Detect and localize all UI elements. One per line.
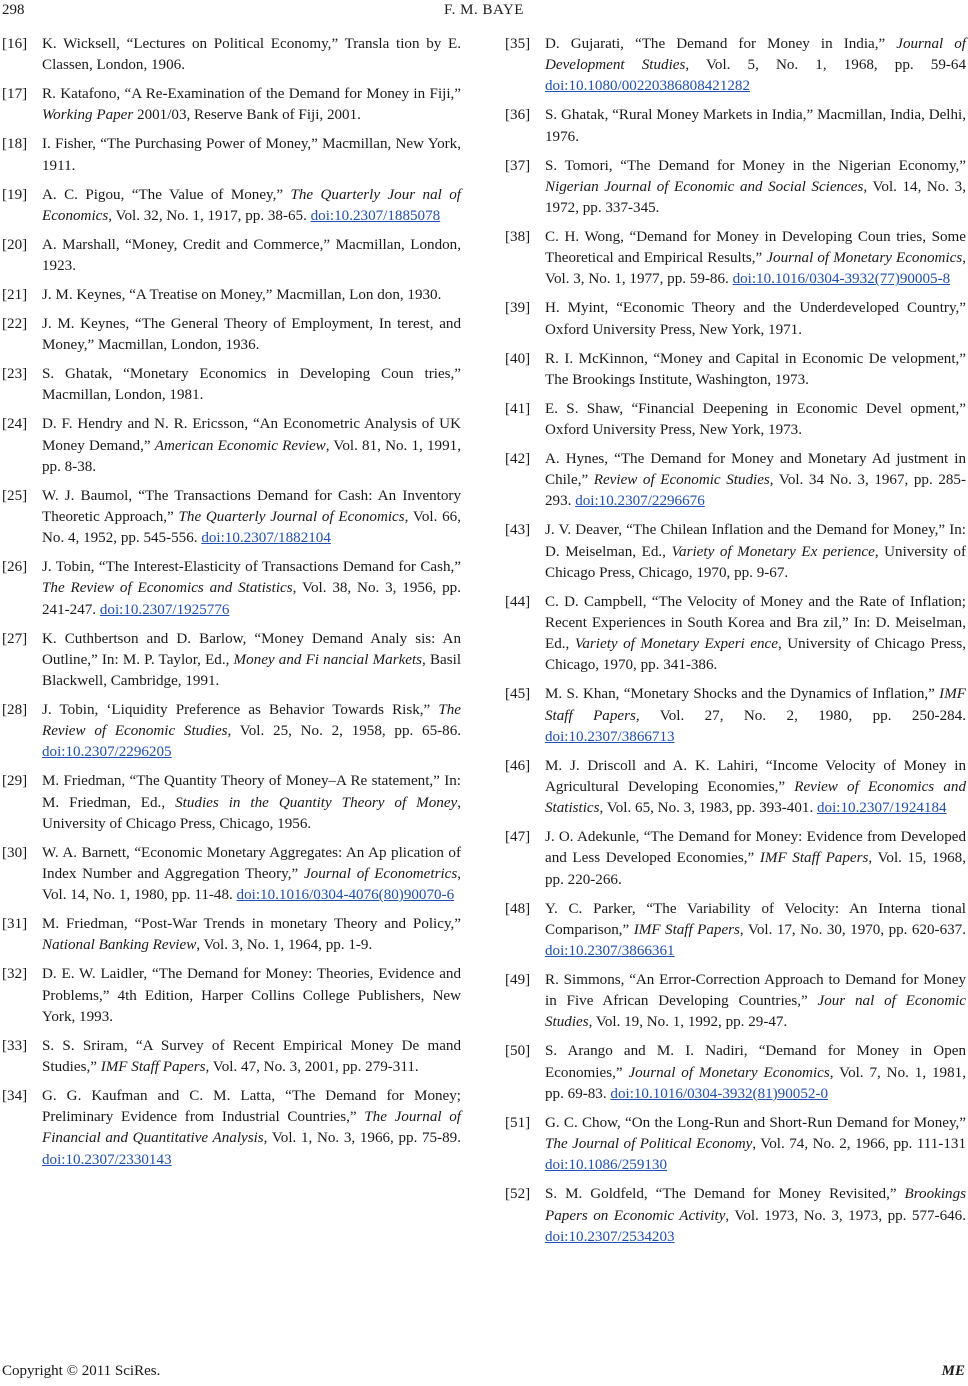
reference-segment: W. J. Baumol, “The Transactions Demand for Cash: An Inventory Theoretic Approach,” — [42, 487, 461, 526]
reference-segment: , Vol. 3, No. 1, 1977, pp. 59-86. — [545, 250, 966, 288]
reference-text — [545, 399, 966, 441]
reference-segment: Y. C. Parker, “The Variability of Velocity: An Interna tional Comparison,” — [545, 900, 966, 938]
reference-segment: , Vol. 7, No. 1, 1981, pp. 69-83. — [545, 1064, 966, 1102]
reference-number: [29] — [2, 773, 28, 790]
reference-item — [2, 285, 461, 306]
reference-text — [545, 156, 966, 220]
reference-segment: , Vol. 19, No. 1, 1992, pp. 29-47. — [588, 1014, 788, 1031]
page-footer — [0, 1363, 968, 1385]
reference-segment: J. O. Adekunle, “The Demand for Money: Evidence from Developed and Less Developed Economies,” — [545, 829, 966, 867]
reference-segment: , Vol. 27, No. 2, 1980, pp. 250-284. — [635, 707, 966, 724]
reference-source-title: Jour nal of Economic Studies — [545, 993, 966, 1031]
reference-segment: W. A. Barnett, “Economic Monetary Aggregates: An Ap plication of Index Number and Aggregation Theory,” — [42, 844, 461, 883]
reference-text — [545, 105, 966, 147]
reference-text — [545, 684, 966, 748]
reference-segment: , Vol. 14, No. 1, 1980, pp. 11-48. — [42, 866, 461, 904]
reference-source-title: The Review of Economics and Statistics — [42, 580, 293, 597]
reference-text — [545, 592, 966, 677]
reference-segment: K. Wicksell, “Lectures on Political Economy,” Transla tion by E. Classen, London, 1906. — [42, 36, 461, 74]
references-column-left — [2, 34, 461, 1179]
reference-segment: , Vol. 17, No. 30, 1970, pp. 620-637. — [739, 921, 966, 938]
reference-source-title: Brookings Papers on Economic Activity — [545, 1186, 966, 1224]
reference-item — [505, 34, 966, 98]
reference-item — [505, 827, 966, 891]
reference-segment: , Vol. 1973, No. 3, 1973, pp. 577-646. — [725, 1207, 966, 1224]
reference-segment: G. C. Chow, “On the Long-Run and Short-Run Demand for Money,” — [545, 1114, 966, 1131]
reference-number: [26] — [2, 559, 28, 576]
references-column-right — [505, 34, 966, 1256]
reference-segment: H. Myint, “Economic Theory and the Underdeveloped Country,” Oxford University Press, New York, 1971. — [545, 300, 966, 338]
reference-segment: , University of Chicago Press, Chicago, 1970, pp. 341-386. — [545, 636, 966, 674]
reference-number: [39] — [505, 300, 531, 317]
reference-item — [505, 756, 966, 820]
reference-segment: A. Marshall, “Money, Credit and Commerce,” Macmillan, London, 1923. — [42, 236, 461, 275]
reference-source-title: Variety of Monetary Experi ence — [574, 636, 778, 653]
doi-link[interactable]: doi:10.2307/1925776 — [99, 601, 230, 618]
reference-segment: C. H. Wong, “Demand for Money in Developing Coun tries, Some Theoretical and Empirical Results,” — [545, 229, 966, 267]
reference-number: [18] — [2, 136, 28, 153]
reference-item — [2, 843, 461, 907]
reference-segment: J. Tobin, “The Interest-Elasticity of Transactions Demand for Cash,” — [42, 559, 461, 576]
reference-source-title: Money and Fi nancial Markets — [233, 651, 423, 668]
reference-number: [36] — [505, 107, 531, 124]
reference-item — [505, 520, 966, 584]
reference-segment: J. M. Keynes, “A Treatise on Money,” Macmillan, Lon don, 1930. — [42, 287, 442, 304]
reference-source-title: IMF Staff Papers — [633, 921, 740, 938]
page-header — [0, 2, 968, 24]
reference-item — [505, 592, 966, 677]
reference-source-title: Journal of Development Studies — [545, 36, 967, 74]
reference-source-title: IMF Staff Papers — [100, 1059, 206, 1076]
reference-item — [2, 134, 461, 176]
reference-number: [20] — [2, 236, 28, 253]
reference-item — [2, 700, 461, 764]
doi-link[interactable]: doi:10.2307/1885078 — [310, 207, 441, 224]
reference-text — [42, 34, 461, 76]
reference-number: [33] — [2, 1037, 28, 1054]
reference-number: [49] — [505, 972, 531, 989]
reference-item — [2, 964, 461, 1028]
doi-link[interactable]: doi:10.1080/00220386808421282 — [545, 78, 751, 95]
reference-source-title: Journal of Econometrics — [303, 866, 458, 883]
reference-segment: A. C. Pigou, “The Value of Money,” — [42, 186, 291, 203]
reference-number: [21] — [2, 287, 28, 304]
reference-text — [545, 970, 966, 1034]
reference-segment: S. Tomori, “The Demand for Money in the Nigerian Economy,” — [545, 157, 966, 174]
reference-item — [505, 399, 966, 441]
doi-link[interactable]: doi:10.1086/259130 — [545, 1157, 668, 1174]
reference-source-title: The Quarterly Journal of Economics — [178, 509, 405, 526]
reference-segment: , Vol. 25, No. 2, 1958, pp. 65-86. — [227, 723, 462, 740]
reference-item — [2, 84, 461, 126]
reference-text — [42, 1086, 461, 1171]
reference-text — [42, 285, 461, 306]
reference-text — [42, 914, 461, 956]
reference-source-title: IMF Staff Papers — [759, 850, 869, 867]
doi-link[interactable]: doi:10.2307/2330143 — [42, 1151, 172, 1168]
running-author: F. M. BAYE — [444, 2, 524, 18]
doi-link[interactable]: doi:10.2307/3866713 — [545, 728, 675, 745]
reference-source-title: Review of Economic Studies — [593, 472, 770, 489]
reference-number: [52] — [505, 1186, 531, 1203]
reference-number: [51] — [505, 1114, 531, 1131]
reference-segment: D. E. W. Laidler, “The Demand for Money: Theories, Evidence and Problems,” 4th Edition, Harper Collins College Publishers, New York, 1993. — [42, 966, 461, 1025]
reference-number: [32] — [2, 966, 28, 983]
reference-text — [545, 449, 966, 513]
journal-abbreviation: ME — [941, 1363, 965, 1379]
reference-segment: M. S. Khan, “Monetary Shocks and the Dynamics of Inflation,” — [545, 686, 940, 703]
reference-item — [505, 298, 966, 340]
reference-item — [505, 449, 966, 513]
reference-item — [2, 314, 461, 356]
reference-segment: J. V. Deaver, “The Chilean Inflation and the Demand for Money,” In: D. Meiselman, Ed., — [545, 522, 966, 560]
doi-link[interactable]: doi:10.1016/0304-3932(81)90052-0 — [610, 1085, 828, 1102]
doi-link[interactable]: doi:10.1016/0304-3932(77)90005-8 — [732, 271, 951, 288]
reference-segment: S. Ghatak, “Monetary Economics in Developing Coun tries,” Macmillan, London, 1981. — [42, 366, 461, 404]
reference-item — [2, 914, 461, 956]
reference-number: [22] — [2, 316, 28, 333]
reference-number: [41] — [505, 400, 531, 417]
reference-segment: S. S. Sriram, “A Survey of Recent Empirical Money De mand Studies,” — [42, 1037, 461, 1076]
doi-link[interactable]: doi:10.2307/2296205 — [42, 744, 172, 761]
reference-text — [42, 843, 461, 907]
reference-text — [545, 227, 966, 291]
reference-text — [545, 1113, 966, 1177]
reference-segment: , Vol. 3, No. 1, 1964, pp. 1-9. — [196, 937, 373, 954]
reference-source-title: Nigerian Journal of Economic and Social Sciences — [545, 178, 864, 195]
reference-item — [2, 486, 461, 550]
reference-source-title: IMF Staff Papers — [545, 686, 966, 724]
reference-number: [16] — [2, 36, 28, 52]
reference-text — [545, 34, 966, 98]
reference-item — [505, 1113, 966, 1177]
reference-segment: , Vol. 14, No. 3, 1972, pp. 337-345. — [545, 178, 966, 217]
reference-item — [2, 1086, 461, 1171]
reference-segment: , Basil Blackwell, Cambridge, 1991. — [42, 651, 462, 690]
reference-source-title: The Quarterly Jour nal of Economics, — [42, 186, 461, 224]
reference-segment: C. D. Campbell, “The Velocity of Money and the Rate of Inflation; Recent Experiences in South Korea and Bra zil,” In: D. Meiselman, Ed., — [545, 593, 966, 653]
reference-source-title: The Journal of Political Economy — [545, 1136, 753, 1153]
reference-segment: Vol. 32, No. 1, 1917, pp. 38-65. — [112, 207, 311, 224]
reference-segment: , Vol. 66, No. 4, 1952, pp. 545-556. — [42, 509, 461, 547]
reference-text — [545, 520, 966, 584]
reference-source-title: Journal of Monetary Economics — [766, 250, 963, 267]
reference-item — [2, 364, 461, 406]
reference-text — [42, 84, 461, 126]
reference-text — [42, 185, 461, 227]
reference-item — [505, 105, 966, 147]
reference-number: [35] — [505, 36, 531, 52]
reference-segment: E. S. Shaw, “Financial Deepening in Economic Devel opment,” Oxford University Press, New York, 1973. — [545, 400, 966, 439]
reference-segment: M. J. Driscoll and A. K. Lahiri, “Income Velocity of Money in Agricultural Developing Economies,” — [545, 757, 966, 796]
reference-segment: , Vol. 74, No. 2, 1966, pp. 111-131 — [752, 1136, 966, 1153]
reference-segment: , Vol. 34 No. 3, 1967, pp. 285-293. — [545, 472, 966, 510]
reference-item — [2, 185, 461, 227]
reference-text — [545, 827, 966, 891]
reference-segment: , Vol. 1, No. 3, 1966, pp. 75-89. — [263, 1130, 461, 1147]
reference-segment: M. Friedman, “The Quantity Theory of Money–A Re statement,” In: M. Friedman, Ed., — [42, 773, 461, 811]
reference-number: [48] — [505, 900, 531, 917]
reference-segment: J. Tobin, ‘Liquidity Preference as Behavior Towards Risk,” — [42, 702, 439, 719]
reference-number: [27] — [2, 630, 28, 647]
reference-item — [2, 1036, 461, 1078]
reference-text — [545, 349, 966, 391]
reference-item — [505, 899, 966, 963]
reference-text — [42, 364, 461, 406]
reference-segment: S. Arango and M. I. Nadiri, “Demand for Money in Open Economies,” — [545, 1043, 966, 1081]
reference-segment: S. M. Goldfeld, “The Demand for Money Revisited,” — [545, 1186, 905, 1203]
reference-segment: , University of Chicago Press, Chicago, 1970, pp. 9-67. — [545, 543, 966, 581]
reference-source-title: Studies in the Quantity Theory of Money — [175, 794, 458, 811]
doi-link[interactable]: doi:10.2307/2534203 — [545, 1228, 675, 1245]
reference-segment: R. Katafono, “A Re-Examination of the Demand for Money in Fiji,” — [42, 86, 461, 103]
reference-text — [42, 1036, 461, 1078]
reference-text — [545, 1184, 966, 1248]
reference-segment: , Vol. 65, No. 3, 1983, pp. 393-401. — [599, 800, 817, 817]
reference-number: [50] — [505, 1043, 531, 1060]
reference-segment: S. Ghatak, “Rural Money Markets in India,” Macmillan, India, Delhi, 1976. — [545, 107, 966, 145]
reference-segment: , Vol. 5, No. 1, 1968, pp. 59-64 — [685, 57, 966, 74]
reference-text — [42, 414, 461, 478]
reference-item — [505, 970, 966, 1034]
reference-number: [34] — [2, 1088, 28, 1105]
reference-number: [44] — [505, 593, 531, 610]
reference-segment: , Vol. 81, No. 1, 1991, pp. 8-38. — [42, 437, 461, 475]
reference-number: [17] — [2, 86, 28, 103]
reference-item — [2, 235, 461, 277]
reference-number: [43] — [505, 522, 531, 539]
copyright-notice: Copyright © 2011 SciRes. — [2, 1363, 161, 1379]
reference-item — [2, 771, 461, 835]
reference-segment: I. Fisher, “The Purchasing Power of Money,” Macmillan, New York, 1911. — [42, 136, 461, 174]
reference-number: [42] — [505, 451, 531, 468]
reference-source-title: The Journal of Financial and Quantitative Analysis — [42, 1109, 461, 1147]
reference-text — [42, 700, 461, 764]
reference-segment: R. Simmons, “An Error-Correction Approach to Demand for Money in Five African Developing Countries,” — [545, 972, 966, 1010]
doi-link[interactable]: doi:10.2307/3866361 — [545, 943, 675, 960]
reference-segment: 2001/03, Reserve Bank of Fiji, 2001. — [133, 107, 361, 124]
reference-item — [2, 557, 461, 621]
reference-source-title: National Banking Review — [42, 937, 197, 954]
reference-number: [23] — [2, 366, 28, 383]
reference-number: [31] — [2, 916, 28, 933]
reference-number: [40] — [505, 350, 531, 367]
reference-source-title: American Economic Review — [154, 437, 326, 454]
reference-number: [25] — [2, 487, 28, 504]
reference-item — [505, 156, 966, 220]
reference-segment: D. F. Hendry and N. R. Ericsson, “An Econometric Analysis of UK Money Demand,” — [42, 416, 461, 454]
reference-text — [42, 235, 461, 277]
reference-segment: R. I. McKinnon, “Money and Capital in Economic De velopment,” The Brookings Institute, Washington, 1973. — [545, 350, 966, 388]
reference-text — [42, 964, 461, 1028]
reference-number: [45] — [505, 686, 531, 703]
reference-number: [38] — [505, 229, 531, 246]
reference-segment: , Vol. 15, 1968, pp. 220-266. — [545, 850, 966, 888]
reference-text — [42, 557, 461, 621]
doi-link[interactable]: doi:10.2307/1882104 — [201, 530, 331, 547]
reference-number: [24] — [2, 416, 28, 433]
reference-item — [2, 414, 461, 478]
reference-item — [2, 629, 461, 693]
reference-segment: M. Friedman, “Post-War Trends in monetary Theory and Policy,” — [42, 916, 461, 933]
reference-number: [47] — [505, 829, 531, 846]
reference-item — [2, 34, 461, 76]
reference-item — [505, 1184, 966, 1248]
reference-text — [545, 1041, 966, 1105]
reference-number: [46] — [505, 757, 531, 774]
reference-segment: K. Cuthbertson and D. Barlow, “Money Demand Analy sis: An Outline,” In: M. P. Taylor, Ed., — [42, 630, 461, 668]
reference-text — [545, 899, 966, 963]
reference-text — [545, 298, 966, 340]
reference-segment: G. G. Kaufman and C. M. Latta, “The Demand for Money; Preliminary Evidence from Industrial Countries,” — [42, 1088, 461, 1126]
reference-item — [505, 227, 966, 291]
reference-text — [42, 134, 461, 176]
reference-number: [37] — [505, 157, 531, 174]
reference-source-title: Journal of Monetary Economics — [628, 1064, 830, 1081]
reference-segment: , University of Chicago Press, Chicago, 1956. — [42, 794, 462, 832]
reference-number: [30] — [2, 844, 28, 861]
reference-source-title: Review of Economics and Statistics — [545, 779, 966, 817]
doi-link[interactable]: doi:10.2307/2296676 — [575, 493, 705, 510]
reference-segment: D. Gujarati, “The Demand for Money in India,” — [545, 36, 897, 52]
reference-source-title: The Review of Economic Studies — [42, 702, 461, 740]
reference-item — [505, 1041, 966, 1105]
reference-number: [28] — [2, 702, 28, 719]
reference-source-title: Variety of Monetary Ex perience — [671, 543, 875, 560]
reference-text — [42, 314, 461, 356]
doi-link[interactable]: doi:10.2307/1924184 — [817, 800, 947, 817]
reference-text — [42, 629, 461, 693]
reference-number: [19] — [2, 186, 28, 203]
reference-segment: J. M. Keynes, “The General Theory of Employment, In terest, and Money,” Macmillan, London, 1936. — [42, 316, 461, 354]
reference-item — [505, 684, 966, 748]
reference-segment: , Vol. 47, No. 3, 2001, pp. 279-311. — [205, 1059, 419, 1076]
reference-item — [505, 349, 966, 391]
reference-segment: A. Hynes, “The Demand for Money and Monetary Ad justment in Chile,” — [545, 451, 966, 489]
reference-text — [42, 486, 461, 550]
reference-text — [545, 756, 966, 820]
reference-text — [42, 771, 461, 835]
page-number: 298 — [2, 2, 25, 18]
reference-segment: , Vol. 38, No. 3, 1956, pp. 241-247. — [42, 580, 461, 618]
doi-link[interactable]: doi:10.1016/0304-4076(80)90070-6 — [236, 887, 455, 904]
reference-source-title: Working Paper — [42, 107, 134, 124]
